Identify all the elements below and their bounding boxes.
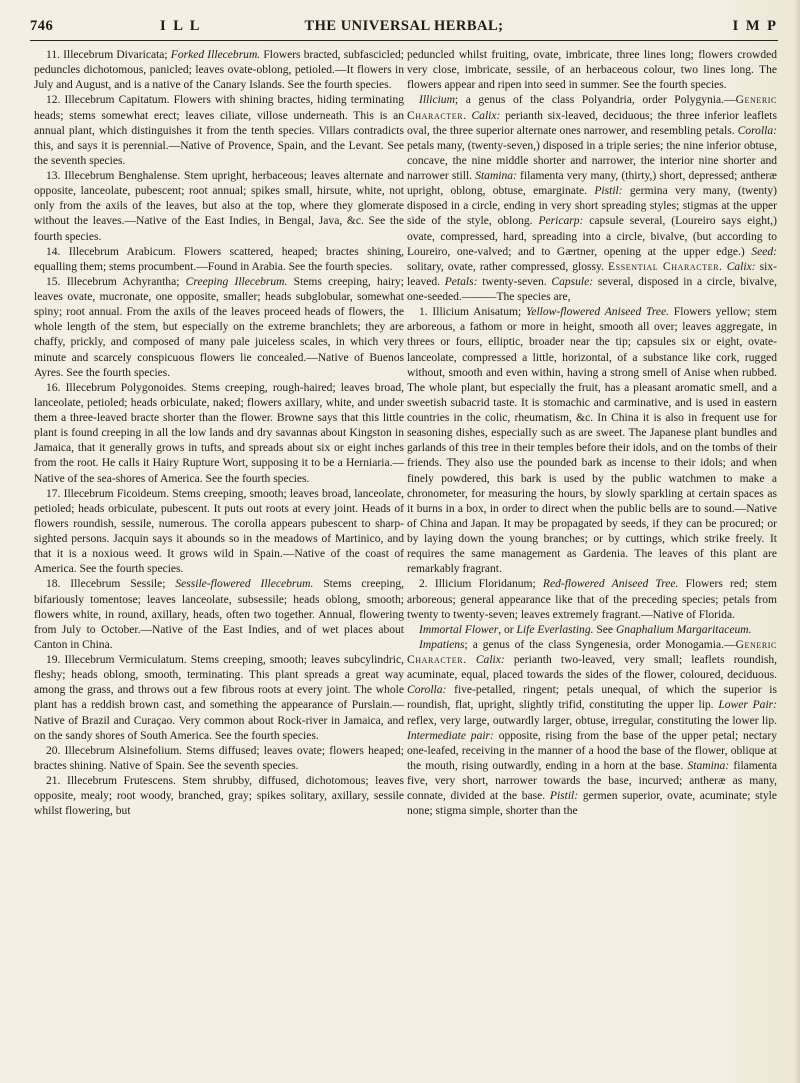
paragraph [34, 381, 404, 487]
paragraph [34, 577, 404, 653]
italic-text: Intermediate pair: [407, 729, 494, 742]
text-run: petals many, (twenty-seven,) disposed in a triple series; the nine inferior obtuse, concave, the nine middle shorter and narrower, the interior nine shorter and narrower still. [407, 139, 777, 182]
text-run: 21. Illecebrum Frutescens. Stem shrubby, diffused, dichotomous; leaves opposite, mealy; root woody, branched, gray; spikes solitary, axillary, sessile whilst flowering, but [34, 775, 404, 818]
text-run: 2. Illicium Floridanum; [419, 578, 543, 591]
page-edge [794, 0, 800, 1083]
italic-text: Impatiens [419, 638, 465, 651]
italic-text: Immortal Flower [419, 623, 499, 636]
running-header [30, 18, 778, 38]
paragraph [407, 305, 777, 577]
left-column [34, 48, 404, 819]
text-run: Flowers yellow; stem arboreous, a fathom or more in height, smooth all over; leaves aggregate, in threes or fours, elliptic, broader near the tip; capsules six or eight, ovate-lanceolate, compressed a little, horizontal, of a substance like cork, rugged without, smooth and even within, having a strong smell of Anise when rubbed. The whole plant, but especially the fruit, has a pleasant aromatic smell, and a sweetish subacrid taste. It is stomachic and carminative, and is used in eastern countries in the colic, rheumatism, &c. In China it is also in frequent use for seasoning dishes, especially such as are sweet. The Japanese plant bundles and garlands of this tree in their temples before their idols, and on the tombs of their friends. They also use the pounded bark as incense to their idols; and when finely powdered, this bark is used by the public watchmen to make a chronometer, for measuring the hours, by slowly sparkling at certain spaces as it burns in a box, in order to direct when the public bells are to sound.—Native of China and Japan. It may be propagated by seeds, if they can be procured; or by laying down the young branches; or by cuttings, which strike freely. It requires the same management as Gardenia. The leaves of this plant are remarkably fragrant. [407, 306, 777, 576]
text-run: 11. Illecebrum Divaricata; [46, 49, 171, 61]
small-caps-text: Essential Character. [608, 260, 723, 273]
text-run: 19. Illecebrum Vermiculatum. Stems creeping, smooth; leaves subcylindric, fleshy; heads oblong, smooth, terminating. This plant spreads a great way among the grass, and throws out a few fibrous roots at every joint. The whole plant has a reddish brown cast, and something the appearance of Purslain.—Native of Brazil and Curaçao. Very common about Rock-river in Jamaica, and on the sandy shores of South America. See the fourth species. [34, 654, 404, 742]
text-run: filamenta five, very short, narrower towards the base, incurved; antheræ as many, connate, divided at the base. [407, 759, 777, 803]
text-run: Stems creeping, bifariously tomentose; leaves lanceolate, subsessile; heads oblong, smooth; flowers white, in round, axillary, heads, often two together. Annual, flowering from July to October.—Native of the East Indies, and of wet places about Canton in China. [34, 578, 405, 651]
text-run: opposite, rising from the base of the upper petal; nectary one-leafed, receiving in the manner of a hood the base of the flower, oblique at the mouth, rising outwardly, ending in a horn at the base. [407, 729, 777, 772]
text-run: 16. Illecebrum Polygonoides. Stems creeping, rough-haired; leaves broad, lanceolate, petioled; heads orbiculate, naked; flowers axillary, white, and under them a three-leaved bracte shorter than the flower. Browne says that this little plant is found creeping in all the low lands and dry savannas about Kingston in Jamaica, that it generally grows in tufts, and spreads about six or eight inches from the root. He calls it Hairy Rupture Wort, supposing it to be a Herniaria.—Native of the sea-shores of America. See the fourth species. [34, 381, 404, 485]
paragraph [407, 577, 777, 622]
italic-text: Red-flowered Aniseed Tree. [542, 578, 679, 591]
text-run: 20. Illecebrum Alsinefolium. Stems diffused; leaves ovate; flowers heaped; bractes shining. Native of Spain. See the seventh species. [34, 744, 404, 772]
paragraph [407, 93, 777, 305]
header-rule [30, 40, 778, 41]
text-run: germina very many, (twenty) disposed in a circle, ending in very short spreading styles; stigmas at the upper side of the style, oblong. [407, 185, 777, 228]
italic-text: Petals: [444, 275, 478, 288]
paragraph [34, 93, 404, 169]
text-run: perianth two-leaved, very small; leaflets roundish, acuminate, equal, placed towards the sides of the flower, coloured, deciduous. [407, 654, 778, 682]
text-run: several, disposed in a circle, bivalve, one-seeded.———The species are, [407, 275, 777, 303]
small-caps-text: Generic Character. [407, 638, 777, 666]
text-run: 17. Illecebrum Ficoideum. Stems creeping, smooth; leaves broad, lanceolate, petioled; heads orbiculate, pubescent. It puts out roots at every joint. Heads of flowers roundish, sessile, numerous. The corolla appears pubescent to sharp-sighted persons. Jacquin says it abounds so in the meadows of Martinico, and that it is a noxious weed. It grows wild in Spain.—Native of the coast of America. See the fourth species. [34, 487, 404, 576]
italic-text: Stamina: [475, 170, 517, 182]
paragraph [407, 638, 777, 820]
italic-text: Pericarp: [538, 215, 584, 228]
text-run: 12. Illecebrum Capitatum. Flowers with shining bractes, hiding terminating heads; stems somewhat erect; leaves ciliate, villose underneath. This is an annual plant, which distinguishes it from the tenth species. Villars contradicts this, and says it is perennial.—Native of Provence, Spain, and the Levant. See the seventh species. [34, 94, 404, 167]
text-run: 13. Illecebrum Benghalense. Stem upright, herbaceous; leaves alternate and opposite, lanceolate, pubescent; root annual; spikes small, hirsute, white, not only from the axils of the leaves, but also at the top, where they glomerate without the leaves.—Native of the East Indies, in Bengal, Java, &c. See the fourth species. [34, 170, 404, 243]
paragraph [34, 653, 404, 744]
text-run: germen superior, ovate, acuminate; style none; stigma simple, shorter than the [407, 790, 777, 818]
text-run: Stems creeping, hairy; leaves ovate, mucronate, one opposite, smaller; heads subglobular, somewhat spiny; root annual. From the axils of the leaves proceed heads of flowers, the whole length of the stem, but especially on the extreme branchlets; they are chaffy, prickly, and composed of many pale juiceless scales, in which very minute and scarcely conspicuous flowers lie concealed.—Native of Buenos Ayres. See the fourth species. [34, 275, 404, 379]
italic-text: Corolla: [407, 684, 447, 697]
text-run: 18. Illecebrum Sessile; [46, 578, 176, 591]
text-run: , or [498, 623, 517, 636]
page-number: 746 [30, 18, 54, 34]
paragraph [407, 623, 777, 638]
paragraph [34, 275, 404, 381]
text-run: five-petalled, ringent; petals unequal, of which the superior is roundish, flat, upright, slightly trifid, constituting the upper lip. [407, 684, 777, 712]
italic-text: Sessile-flowered Illecebrum. [175, 578, 314, 591]
text-run: Flowers bracted, subfascicled; peduncles dichotomous, panicled; leaves ovate-oblong, petioled.—It flowers in July and August, and is a native of the Canary Islands. See the fourth species. [34, 49, 404, 92]
italic-text: Yellow-flowered Aniseed Tree. [525, 306, 670, 319]
italic-text: Calix: [471, 109, 501, 122]
paragraph [34, 48, 404, 93]
italic-text: Pistil: [594, 185, 623, 198]
paragraph [34, 169, 404, 245]
italic-text: Pistil: [549, 790, 579, 803]
italic-text: Calix: [726, 260, 756, 273]
italic-text: Gnaphalium Margaritaceum. [615, 623, 752, 636]
text-run: solitary, ovate, rather compressed, glossy. [407, 260, 609, 273]
text-run: reflex, very large, outwardly larger, obtuse, irregular, constituting the lower lip. [407, 714, 777, 727]
italic-text: Creeping Illecebrum. [185, 275, 288, 288]
italic-text: Calix: [475, 654, 505, 666]
italic-text: Seed: [751, 245, 777, 258]
text-run: six-leaved. [407, 260, 777, 288]
text-run: 1. Illicium Anisatum; [419, 306, 526, 319]
italic-text: Stamina: [687, 759, 730, 772]
italic-text: Corolla: [737, 124, 777, 137]
text-run: Flowers red; stem arboreous; general appearance like that of the preceding species; petals from twenty to twenty-seven; leaves extremely fragrant.—Native of Florida. [407, 578, 777, 621]
italic-text: Illicium [419, 94, 455, 107]
paragraph [34, 245, 404, 275]
text-run: capsule several, (Loureiro says eight,) ovate, compressed, hard, spreading into a circle, bivalve, (but according to Loureiro, one-valved; and to Gærtner, opening at the upper edge.) [407, 215, 778, 258]
text-run: twenty-seven. [477, 275, 552, 288]
right-column [407, 48, 777, 819]
header-range: I M P [732, 18, 778, 34]
italic-text: Lower Pair: [718, 699, 777, 712]
paragraph [34, 774, 404, 819]
text-run: filamenta very many, (thirty,) short, depressed; antheræ upright, oblong, obtuse, emarginate. [407, 170, 777, 198]
header-title: THE UNIVERSAL HERBAL; [304, 18, 504, 34]
text-run: ; a genus of the class Polyandria, order Polygynia.— [454, 94, 736, 107]
text-run: peduncled whilst fruiting, ovate, imbricate, three lines long; flowers crowded very close, imbricate, sessile, of an herbaceous colour, two lines long. The flowers appear and ripen into seed in summer. See the fourth species. [407, 49, 777, 92]
text-run: perianth six-leaved, deciduous; the three inferior leaflets oval, the three superior alternate ones narrower, and resembling petals. [407, 109, 777, 137]
text-run [467, 654, 476, 666]
text-run: 14. Illecebrum Arabicum. Flowers scattered, heaped; bractes shining, equalling them; stems procumbent.—Found in Arabia. See the fourth species. [34, 245, 404, 273]
paragraph [34, 487, 404, 578]
paragraph [34, 744, 404, 774]
text-run: ; a genus of the class Syngenesia, order Monogamia.— [464, 638, 736, 651]
italic-text: Life Everlasting. [516, 623, 594, 636]
italic-text: Capsule: [551, 275, 594, 288]
header-section: I L L [160, 18, 202, 34]
text-run: See [593, 623, 616, 636]
italic-text: Forked Illecebrum. [170, 49, 261, 61]
small-caps-text: Generic Character. [407, 94, 777, 122]
paragraph [407, 48, 777, 93]
text-run: 15. Illecebrum Achyrantha; [46, 275, 186, 288]
